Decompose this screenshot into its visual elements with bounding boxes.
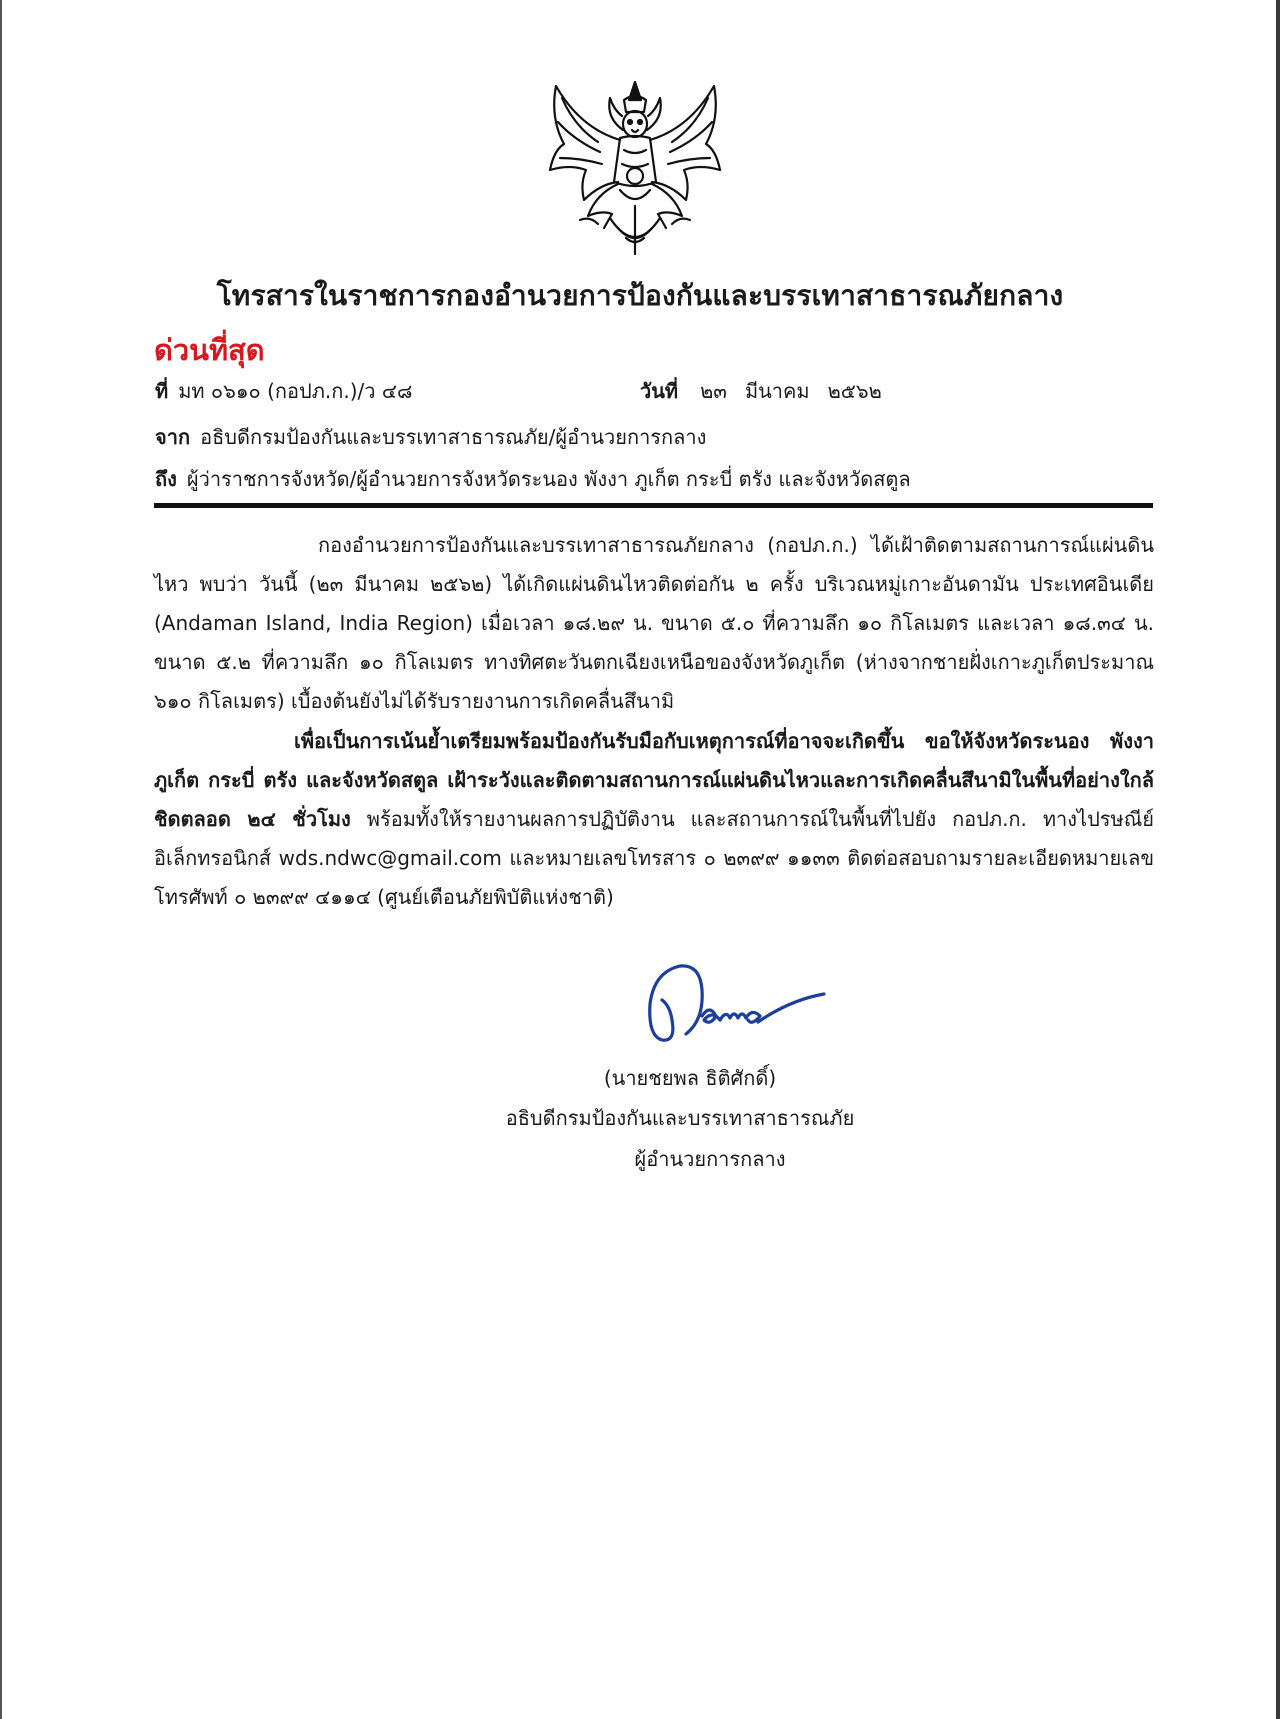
urgency-label: ด่วนที่สุด — [154, 333, 265, 367]
signer-name: (นายชยพล ธิติศักดิ์) — [603, 1066, 777, 1090]
reference-label: ที่ — [155, 379, 169, 403]
to-value: ผู้ว่าราชการจังหวัด/ผู้อำนวยการจังหวัดระนอง พังงา ภูเก็ต กระบี่ ตรัง และจังหวัดสตูล — [186, 467, 911, 491]
from-label: จาก — [155, 425, 191, 449]
handwritten-signature — [640, 960, 830, 1050]
reference-value: มท ๐๖๑๐ (กอปภ.ก.)/ว ๔๘ — [178, 379, 413, 403]
header-divider — [154, 503, 1153, 508]
date-label: วันที่ — [640, 379, 679, 403]
paragraph-request-bold: เพื่อเป็นการเน้นย้ำเตรียมพร้อมป้องกันรับมือกับเหตุการณ์ที่อาจจะเกิดขึ้น ขอให้จังหวัดระนอง พังงา ภูเก็ต กระบี่ ตรัง และจังหวัดสตูล เฝ้าระวังและติดตามสถานการณ์แผ่นดินไหวและการเกิดคลื่นสึนามิในพื้นที่อย่างใกล้ชิดตลอด ๒๔ ชั่วโมง — [154, 729, 1154, 831]
signer-position-primary: อธิบดีกรมป้องกันและบรรเทาสาธารณภัย — [505, 1106, 855, 1130]
paragraph-request — [154, 722, 1154, 917]
to-label: ถึง — [155, 467, 177, 491]
paragraph-situation — [154, 526, 1154, 721]
date-row — [640, 375, 882, 407]
page-edge-left — [0, 0, 2, 1719]
date-year: ๒๕๖๒ — [827, 379, 882, 403]
garuda-emblem-icon — [540, 78, 730, 262]
date-day: ๒๓ — [700, 379, 727, 403]
to-row — [155, 463, 911, 495]
date-month: มีนาคม — [744, 379, 810, 403]
page-edge-right — [1276, 0, 1280, 1719]
from-row — [155, 421, 706, 453]
reference-row — [155, 375, 412, 407]
document-title: โทรสารในราชการกองอำนวยการป้องกันและบรรเทาสาธารณภัยกลาง — [216, 279, 1064, 312]
paragraph-situation-text: กองอำนวยการป้องกันและบรรเทาสาธารณภัยกลาง (กอปภ.ก.) ได้เฝ้าติดตามสถานการณ์แผ่นดินไหว พบว่า วันนี้ (๒๓ มีนาคม ๒๕๖๒) ได้เกิดแผ่นดินไหวติดต่อกัน ๒ ครั้ง บริเวณหมู่เกาะอันดามัน ประเทศอินเดีย (Andaman Island, India Region) เมื่อเวลา ๑๘.๒๙ น. ขนาด ๕.๐ ที่ความลึก ๑๐ กิโลเมตร และเวลา ๑๘.๓๔ น. ขนาด ๕.๒ ที่ความลึก ๑๐ กิโลเมตร ทางทิศตะวันตกเฉียงเหนือของจังหวัดภูเก็ต (ห่างจากชายฝั่งเกาะภูเก็ตประมาณ ๖๑๐ กิโลเมตร) เบื้องต้นยังไม่ได้รับรายงานการเกิดคลื่นสึนามิ — [154, 533, 1154, 713]
paragraph-request-rest: พร้อมทั้งให้รายงานผลการปฏิบัติงาน และสถานการณ์ในพื้นที่ไปยัง กอปภ.ก. ทางไปรษณีย์อิเล็กทรอนิกส์ wds.ndwc@gmail.com และหมายเลขโทรสาร ๐ ๒๓๙๙ ๑๑๓๓ ติดต่อสอบถามรายละเอียดหมายเลขโทรศัพท์ ๐ ๒๓๙๙ ๔๑๑๔ (ศูนย์เตือนภัยพิบัติแห่งชาติ) — [154, 807, 1154, 909]
signer-position-secondary: ผู้อำนวยการกลาง — [634, 1147, 786, 1171]
from-value: อธิบดีกรมป้องกันและบรรเทาสาธารณภัย/ผู้อำนวยการกลาง — [200, 425, 707, 449]
